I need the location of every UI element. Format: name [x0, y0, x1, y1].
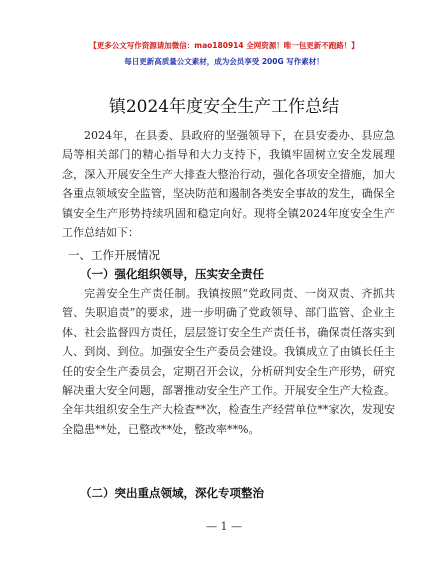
- intro-paragraph: 2024年，在县委、县政府的坚强领导下，在县安委办、县应急局等相关部门的精心指导和大力支持下，我镇牢固树立安全发展理念，深入开展安全生产大排查大整治行动，强化各项安全措施，加大各重点领域安全监管，坚决防范和遏制各类安全事故的发生，确保全镇安全生产形势持续巩固和稳定向好。现将全镇2024年度安全生产工作总结如下：: [62, 129, 395, 240]
- subsection-1-paragraph: 完善安全生产责任制。我镇按照“党政同责、一岗双责、齐抓共管、失职追责”的要求，进一步明确了党政领导、部门监管、企业主体、社会监督四方责任，层层签订安全生产责任书，确保责任落实到人、到岗、到位。加强安全生产委员会建设。我镇成立了由镇长任主任的安全生产委员会，定期召开会议，分析研判安全生产形势，研究解决重大安全问题，部署推动安全生产工作。开展安全生产大检查。全年共组织安全生产大检查**次，检查生产经营单位**家次，发现安全隐患**处，已整改**处，整改率**%。: [62, 287, 395, 436]
- document-title: 镇2024年度安全生产工作总结: [108, 97, 340, 117]
- page-number: — 1 —: [206, 520, 242, 533]
- subsection-heading-2: （二）突出重点领域，深化专项整治: [80, 486, 264, 500]
- subsection-heading-1: （一）强化组织领导，压实安全责任: [80, 267, 264, 281]
- section-heading-1: 一、工作开展情况: [68, 248, 160, 262]
- promo-banner-line-1: 【更多公文写作资源请加微信：mao180914 全网资源！唯一包更新不跑路！】: [89, 41, 359, 50]
- promo-banner-line-2: 每日更新高质量公文素材，成为会员享受 200G 写作素材！: [124, 57, 324, 66]
